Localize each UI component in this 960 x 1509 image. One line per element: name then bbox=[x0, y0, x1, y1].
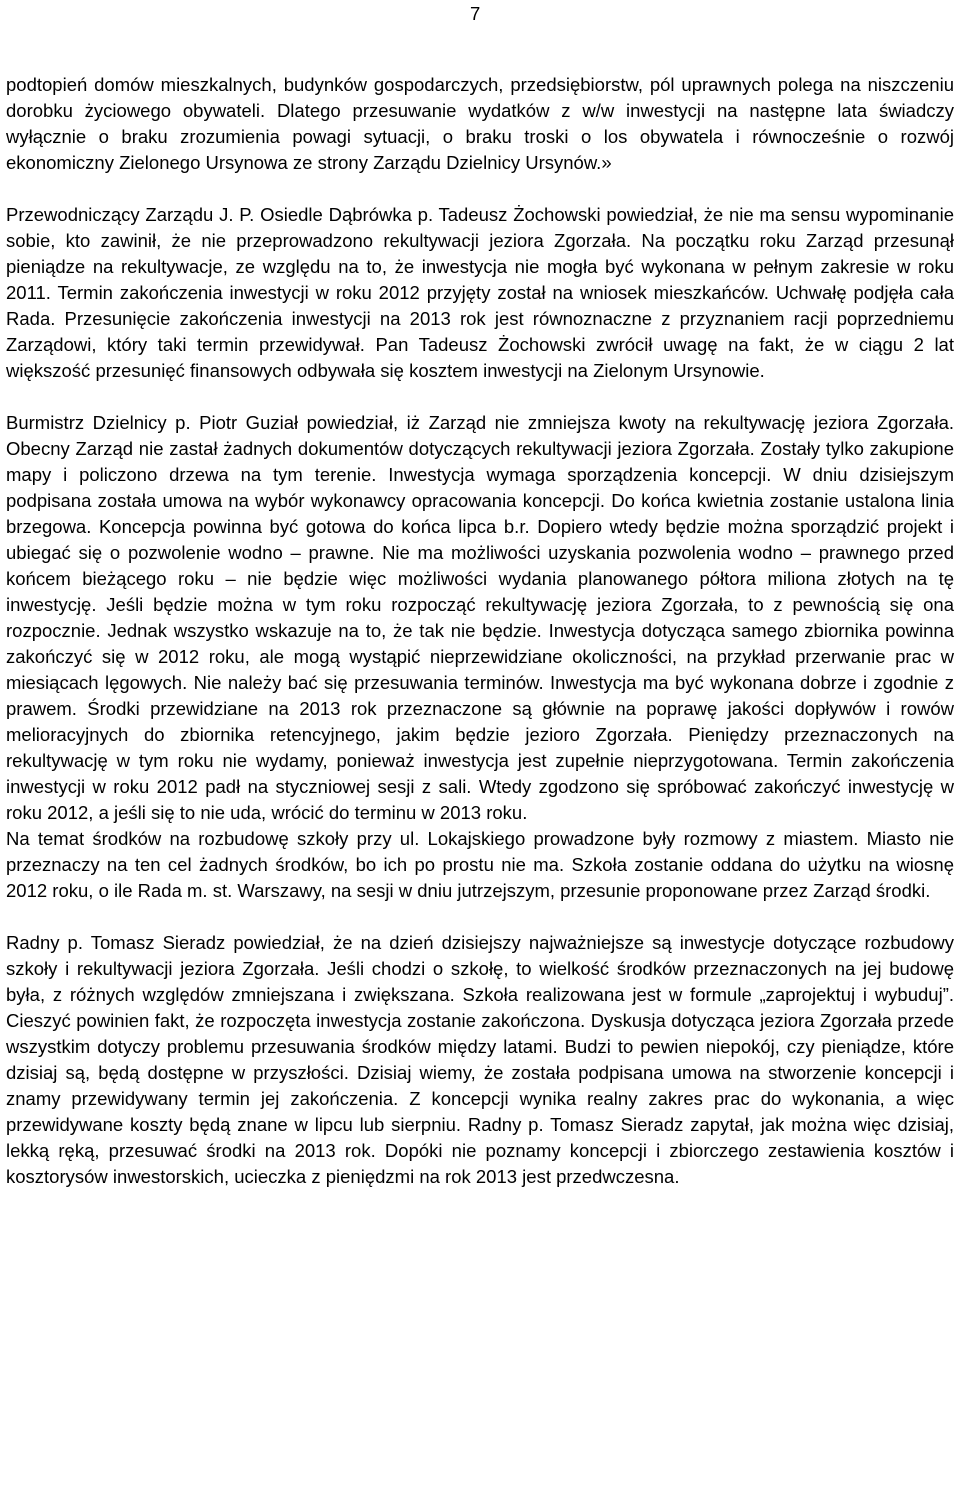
paragraph-chairman-statement: Przewodniczący Zarządu J. P. Osiedle Dąbrówka p. Tadeusz Żochowski powiedział, że nie ma sensu wypominanie sobie, kto zawinił, że nie przeprowadzono rekultywacji jeziora Zgorzała. Na początku roku Zarząd przesunął pieniądze na rekultywacje, ze względu na to, że inwestycja nie mogła być wykonana w pełnym zakresie w roku 2011. Termin zakończenia inwestycji w roku 2012 przyjęty został na wniosek mieszkańców. Uchwałę podjęła cała Rada. Przesunięcie zakończenia inwestycji na 2013 rok jest równoznaczne z przyznaniem racji poprzedniemu Zarządowi, który taki termin przewidywał. Pan Tadeusz Żochowski zwrócił uwagę na fakt, że w ciągu 2 lat większość przesunięć finansowych odbywała się kosztem inwestycji na Zielonym Ursynowie. bbox=[6, 204, 954, 381]
page-number: 7 bbox=[470, 3, 481, 24]
document-body bbox=[6, 72, 954, 1190]
paragraph-mayor-statement: Burmistrz Dzielnicy p. Piotr Guział powiedział, iż Zarząd nie zmniejsza kwoty na rekultywację jeziora Zgorzała. Obecny Zarząd nie zastał żadnych dokumentów dotyczących rekultywacji jeziora Zgorzała. Zostały tylko zakupione mapy i policzono drzewa na tym terenie. Inwestycja wymaga sporządzenia koncepcji. W dniu dzisiejszym podpisana została umowa na wybór wykonawcy opracowania koncepcji. Do końca kwietnia zostanie ustalona linia brzegowa. Koncepcja powinna być gotowa do końca lipca b.r. Dopiero wtedy będzie można sporządzić projekt i ubiegać się o pozwolenie wodno – prawne. Nie ma możliwości uzyskania pozwolenia wodno – prawnego przed końcem bieżącego roku – nie będzie więc możliwości wydania planowanego półtora miliona złotych na tę inwestycję. Jeśli będzie można w tym roku rozpocząć rekultywację jeziora Zgorzała, to z pewnością się ona rozpocznie. Jednak wszystko wskazuje na to, że tak nie będzie. Inwestycja dotycząca samego zbiornika powinna zakończyć się w 2012 roku, ale mogą wystąpić nieprzewidziane okoliczności, na przykład przerwanie prac w miesiącach lęgowych. Nie należy bać się przesuwania terminów. Inwestycja ma być wykonana dobrze i zgodnie z prawem. Środki przewidziane na 2013 rok przeznaczone są głównie na poprawę jakości dopływów i rowów melioracyjnych do zbiornika retencyjnego, jakim będzie jezioro Zgorzała. Pieniędzy przeznaczonych na rekultywację w tym roku nie wydamy, ponieważ inwestycja jest zupełnie nieprzygotowana. Termin zakończenia inwestycji w roku 2012 padł na styczniowej sesji z sali. Wtedy zgodzono się spróbować zakończyć inwestycję w roku 2012, a jeśli się to nie uda, wrócić do terminu w 2013 roku. bbox=[6, 412, 954, 823]
paragraph-continuation: podtopień domów mieszkalnych, budynków gospodarczych, przedsiębiorstw, pól uprawnych polega na niszczeniu dorobku życiowego obywateli. Dlatego przesuwanie wydatków z w/w inwestycji na następne lata świadczy wyłącznie o braku zrozumienia powagi sytuacji, o braku troski o los obywatela i równocześnie o rozwój ekonomiczny Zielonego Ursynowa ze strony Zarządu Dzielnicy Ursynów.» bbox=[6, 74, 954, 173]
paragraph-school-funding: Na temat środków na rozbudowę szkoły przy ul. Lokajskiego prowadzone były rozmowy z miastem. Miasto nie przeznaczy na ten cel żadnych środków, bo ich po prostu nie ma. Szkoła zostanie oddana do użytku na wiosnę 2012 roku, o ile Rada m. st. Warszawy, na sesji w dniu jutrzejszym, przesunie proponowane przez Zarząd środki. bbox=[6, 828, 954, 901]
paragraph-councillor-statement: Radny p. Tomasz Sieradz powiedział, że na dzień dzisiejszy najważniejsze są inwestycje dotyczące rozbudowy szkoły i rekultywacji jeziora Zgorzała. Jeśli chodzi o szkołę, to wielkość środków przeznaczonych na jej budowę była, z różnych względów zmniejszana i zwiększana. Szkoła realizowana jest w formule „zaprojektuj i wybuduj”. Cieszyć powinien fakt, że rozpoczęta inwestycja zostanie zakończona. Dyskusja dotycząca jeziora Zgorzała przede wszystkim dotyczy problemu przesuwania środków między latami. Budzi to pewien niepokój, czy pieniądze, które dzisiaj są, będą dostępne w przyszłości. Dzisiaj wiemy, że została podpisana umowa na stworzenie koncepcji i znamy przewidywany termin jej zakończenia. Z koncepcji wynika realny zakres prac do wykonania, a więc przewidywane koszty będą znane w lipcu lub sierpniu. Radny p. Tomasz Sieradz zapytał, jak można więc dzisiaj, lekką ręką, przesuwać środki na 2013 rok. Dopóki nie poznamy koncepcji i zbiorczego zestawienia kosztów i kosztorysów inwestorskich, ucieczka z pieniędzmi na rok 2013 jest przedwczesna. bbox=[6, 932, 954, 1187]
